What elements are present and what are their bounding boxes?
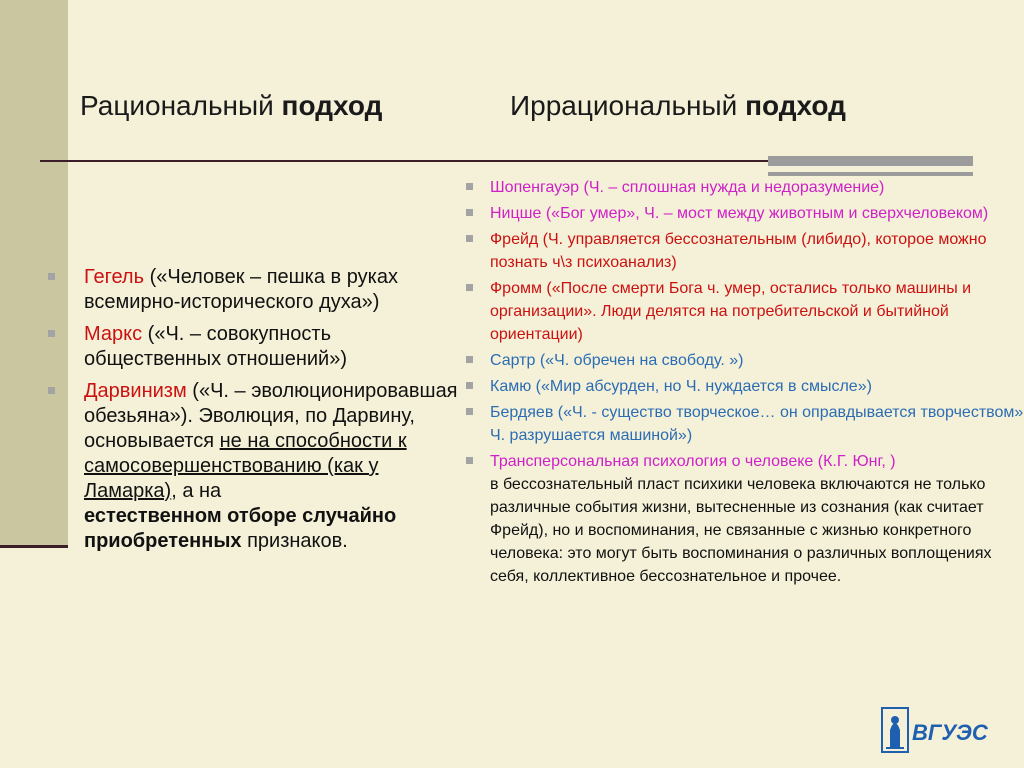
bullet-icon [466,356,473,363]
list-item-schopenhauer: Шопенгауэр (Ч. – сплошная нужда и недоразумение) [464,176,1024,199]
rational-list [48,265,458,561]
bullet-icon [466,382,473,389]
bullet-icon [48,330,55,337]
bullet-icon [466,408,473,415]
title-irrational: Иррациональный подход [510,90,846,121]
list-item-jung: Трансперсональная психология о человеке (К.Г. Юнг, ) в бессознательный пласт психики человека включаются не только различные события жизни, вытесненные из сознания (как считает Фрейд), но и воспоминания, не связанные с жизнью конкретного человека: это могут быть воспоминания о различных воплощениях себя, коллективное бессознательное и прочее. [464,450,1024,588]
list-item-sartre: Сартр («Ч. обречен на свободу. ») [464,349,1024,372]
university-logo [880,700,1000,758]
logo-icon [880,700,1000,758]
logo-text: ВГУЭС [912,720,988,745]
list-item-nietzsche: Ницше («Бог умер», Ч. – мост между животным и сверхчеловеком) [464,202,1024,225]
list-item-freud: Фрейд (Ч. управляется бессознательным (либидо), которое можно познать ч\з психоанализ) [464,228,1024,274]
list-item-fromm: Фромм («После смерти Бога ч. умер, остались только машины и организации». Люди делятся на потребительской и бытийной ориентации) [464,277,1024,346]
list-item-hegel: Гегель («Человек – пешка в руках всемирно-исторического духа») [48,265,458,315]
bullet-icon [48,273,55,280]
list-item-marx: Маркс («Ч. – совокупность общественных отношений») [48,322,458,372]
list-item-camus: Камю («Мир абсурден, но Ч. нуждается в смысле») [464,375,1024,398]
list-item-berdyaev: Бердяев («Ч. - существо творческое… он оправдывается творчеством» Ч. разрушается машиной») [464,401,1024,447]
bullet-icon [48,387,55,394]
bullet-icon [466,235,473,242]
title-divider-accent [768,156,973,166]
list-item-darwin: Дарвинизм («Ч. – эволюционировавшая обезьяна»). Эволюция, по Дарвину, основывается не на способности к самосовершенствованию (как у Ламарка), а на естественном отборе случайно приобретенных признаков. [48,379,458,554]
irrational-list [464,176,1024,591]
bullet-icon [466,457,473,464]
bullet-icon [466,209,473,216]
bullet-icon [466,183,473,190]
bullet-icon [466,284,473,291]
title-rational: Рациональный подход [80,90,383,121]
slide-title [78,84,978,134]
